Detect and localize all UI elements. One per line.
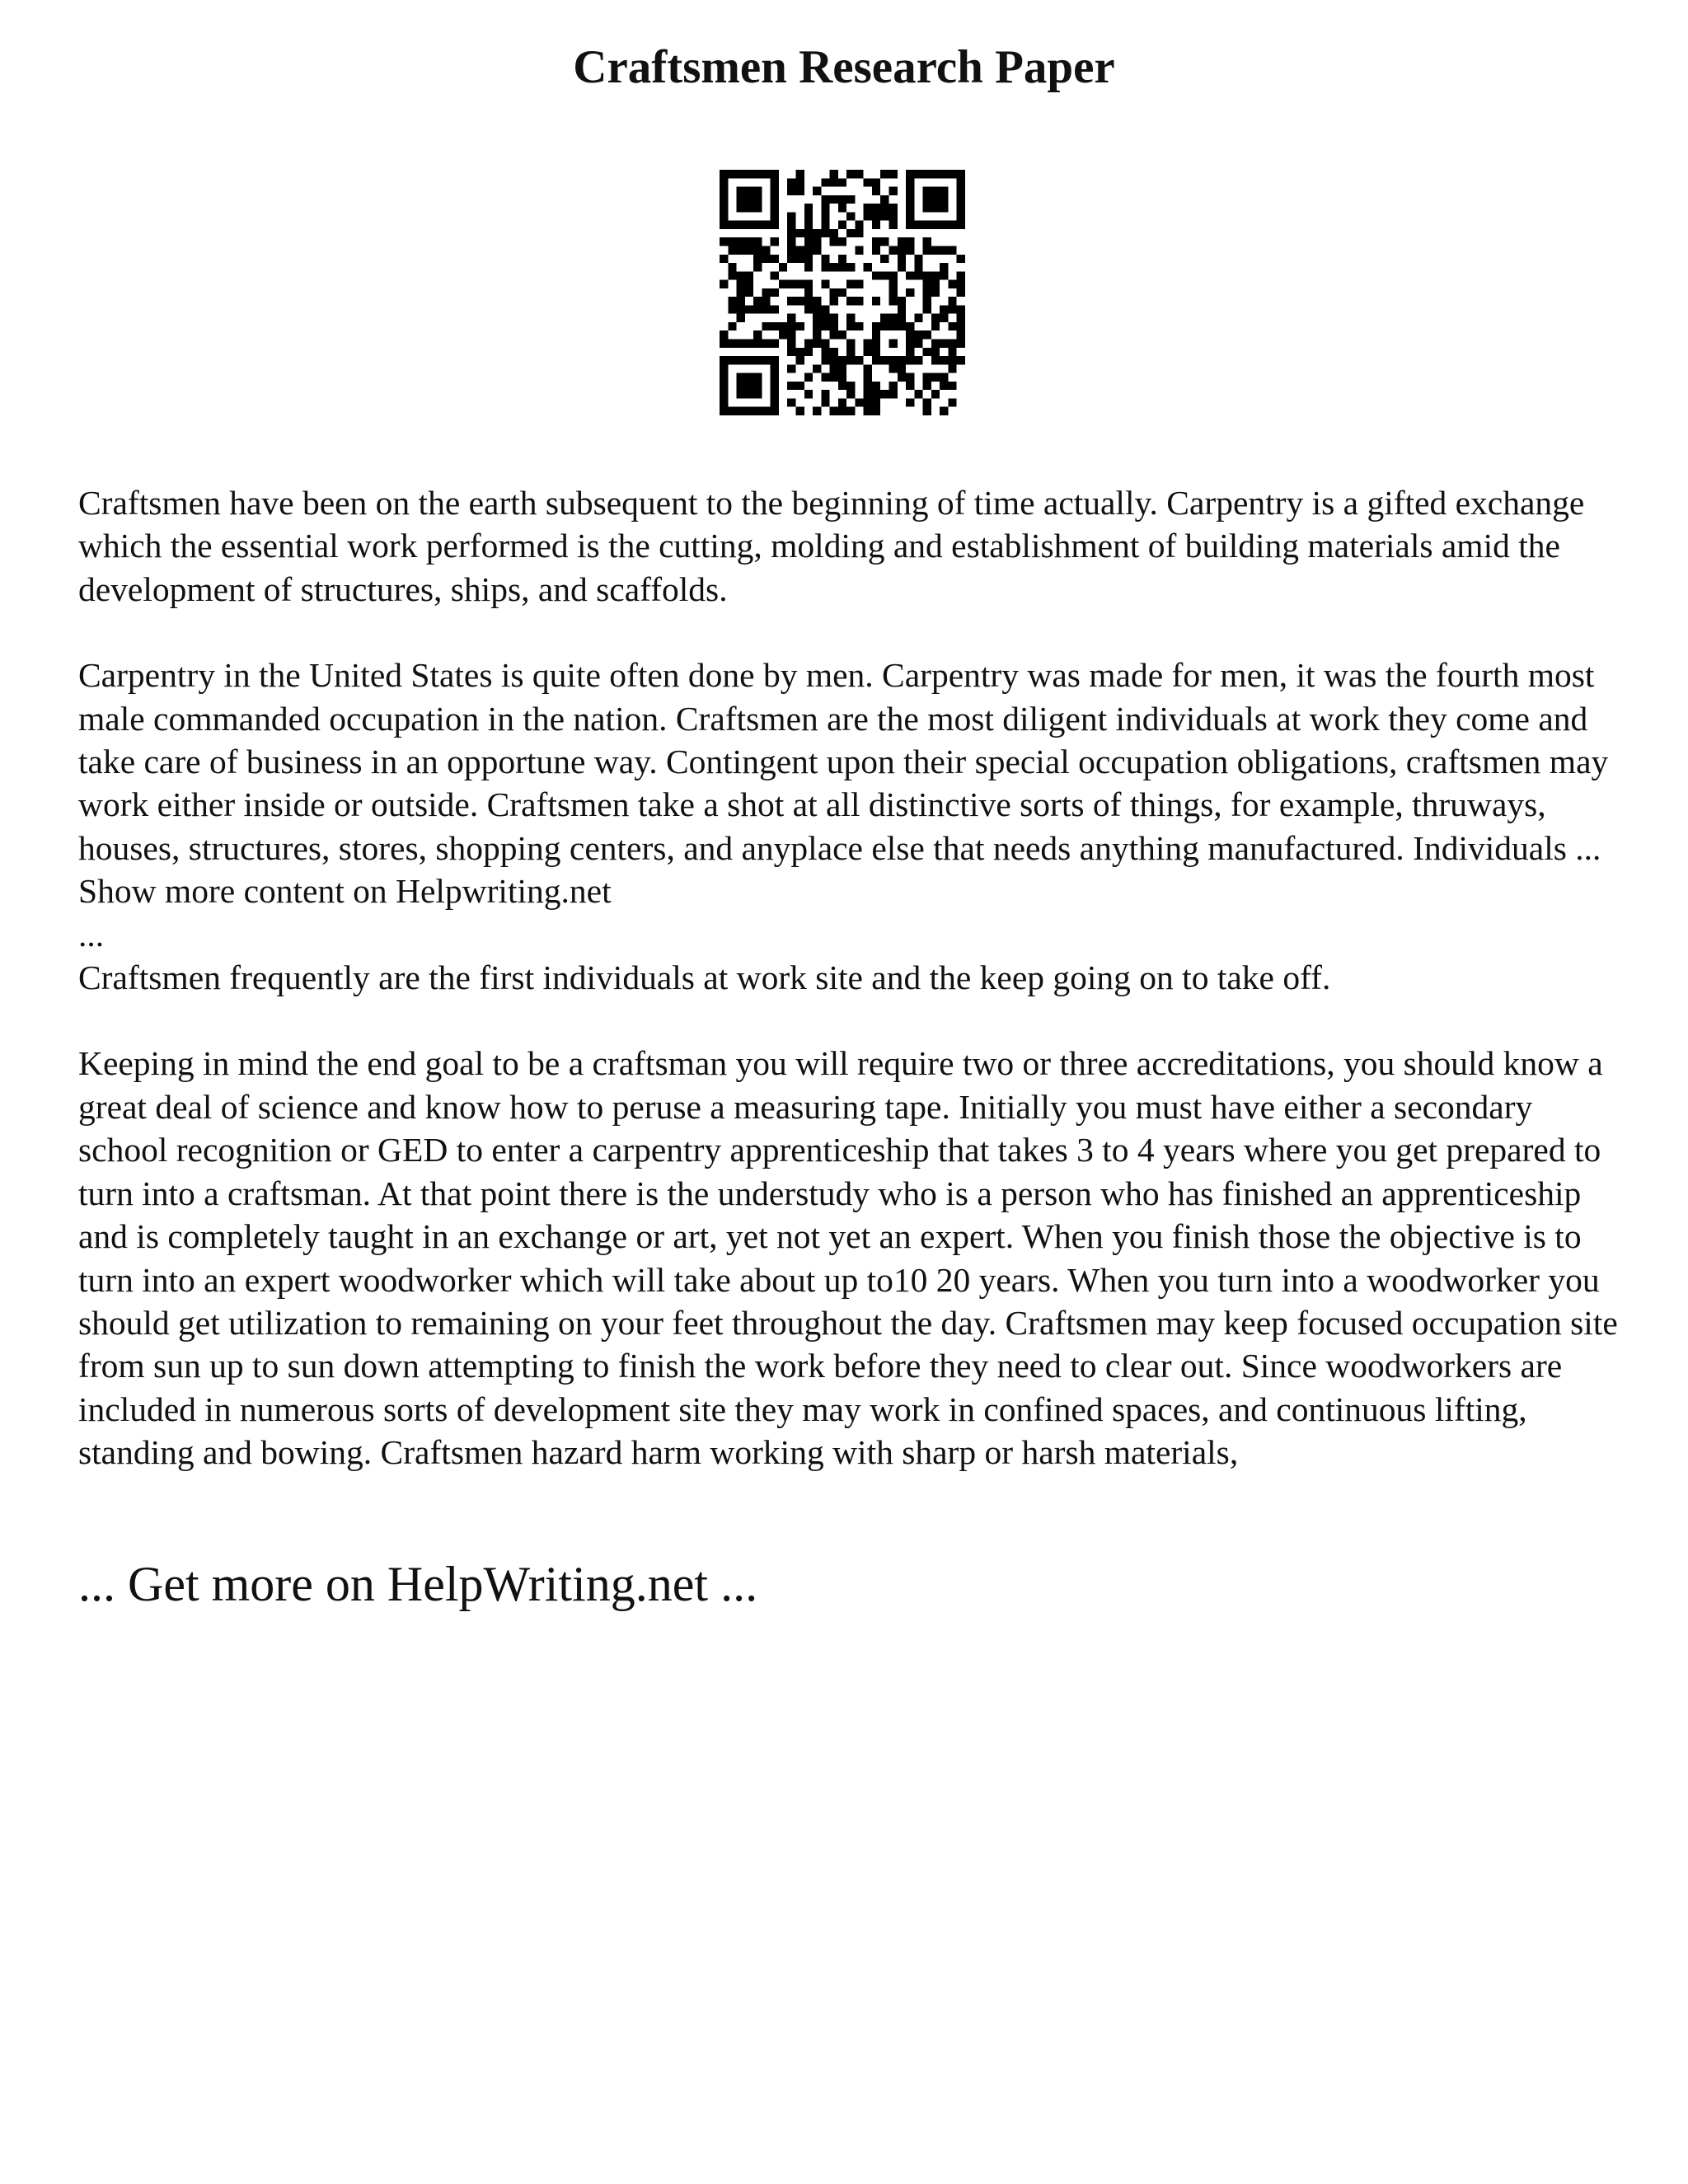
qr-code-icon: [720, 170, 965, 415]
page-title: Craftsmen Research Paper: [573, 41, 1115, 93]
article-body: [78, 481, 1628, 1474]
get-more-link[interactable]: ... Get more on HelpWriting.net ...: [78, 1557, 758, 1611]
paragraph-ellipsis: ...: [78, 915, 105, 954]
paragraph-work-site: Craftsmen frequently are the first individuals at work site and the keep going on to take off.: [78, 958, 1331, 997]
paragraph-occupation: Carpentry in the United States is quite often done by men. Carpentry was made for men, it was the fourth most male commanded occupation in the nation. Craftsmen are the most diligent individuals at work they come and take care of business in an opportune way. Contingent upon their special occupation obligations, craftsmen may work either inside or outside. Craftsmen take a shot at all distinctive sorts of things, for example, thruways, houses, structures, stores, shopping centers, and anyplace else that needs anything manufactured. Individuals ... Show more content on Helpwriting.net: [78, 656, 1609, 911]
paragraph-intro: Craftsmen have been on the earth subsequent to the beginning of time actually. Carpentry is a gifted exchange which the essential work performed is the cutting, molding and establishment of building materials amid the development of structures, ships, and scaffolds.: [78, 484, 1585, 608]
paragraph-requirements: Keeping in mind the end goal to be a craftsman you will require two or three accreditations, you should know a great deal of science and know how to peruse a measuring tape. Initially you must have either a secondary school recognition or GED to enter a carpentry apprenticeship that takes 3 to 4 years where you get prepared to turn into a craftsman. At that point there is the understudy who is a person who has finished an apprenticeship and is completely taught in an exchange or art, yet not yet an expert. When you finish those the objective is to turn into an expert woodworker which will take about up to10 20 years. When you turn into a woodworker you should get utilization to remaining on your feet throughout the day. Craftsmen may keep focused occupation site from sun up to sun down attempting to finish the work before they need to clear out. Since woodworkers are included in numerous sorts of development site they may work in confined spaces, and continuous lifting, standing and bowing. Craftsmen hazard harm working with sharp or harsh materials,: [78, 1044, 1618, 1472]
